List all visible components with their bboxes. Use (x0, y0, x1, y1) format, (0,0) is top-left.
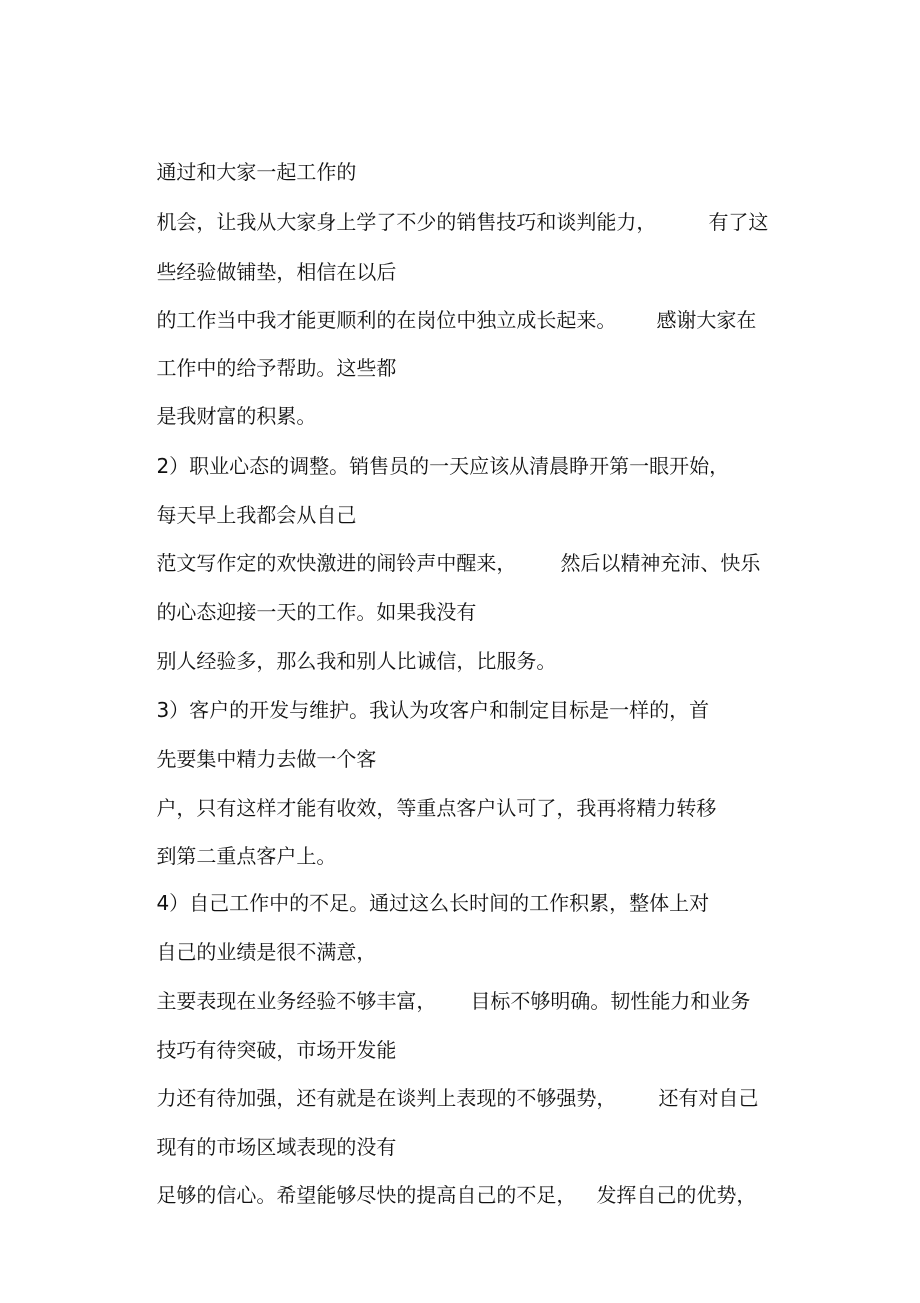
text-segment: 力还有待加强，还有就是在谈判上表现的不够强势， (156, 1086, 617, 1110)
text-segment: 工作中的给予帮助。这些都 (156, 356, 397, 380)
text-segment: 现有的市场区域表现的没有 (156, 1135, 397, 1159)
text-segment: 4）自己工作中的不足。通过这么长时间的工作积累，整体上对 (156, 891, 710, 915)
text-line (131, 1102, 397, 1159)
text-line (131, 616, 557, 673)
text-segment: 发挥自己的优势， (596, 1183, 757, 1207)
text-segment: 的心态迎接一天的工作。如果我没有 (156, 600, 477, 624)
text-segment: 然后以精神充沛、快乐 (560, 551, 761, 575)
text-segment: 先要集中精力去做一个客 (156, 747, 377, 771)
text-line (131, 518, 761, 575)
text-line (131, 127, 357, 184)
text-line (131, 227, 397, 284)
text-line (131, 907, 377, 964)
text-line (131, 371, 317, 428)
text-segment: 机会，让我从大家身上学了不少的销售技巧和谈判能力， (156, 210, 657, 234)
text-line (131, 470, 357, 527)
text-segment: 自己的业绩是很不满意， (156, 940, 377, 964)
text-line (131, 323, 397, 380)
text-segment: 还有对自己 (658, 1086, 759, 1110)
text-segment: 有了这 (708, 210, 769, 234)
text-line (131, 811, 337, 868)
text-line (131, 1053, 759, 1110)
text-segment: 的工作当中我才能更顺利的在岗位中独立成长起来。 (156, 308, 617, 332)
text-segment: 感谢大家在 (656, 308, 757, 332)
text-line (131, 1005, 397, 1062)
text-segment: 些经验做铺垫，相信在以后 (156, 260, 397, 284)
text-line (131, 858, 710, 915)
text-segment: 户，只有这样才能有收效，等重点客户认可了，我再将精力转移 (156, 796, 717, 820)
text-segment: 足够的信心。希望能够尽快的提高自己的不足， (156, 1183, 577, 1207)
text-line (131, 763, 717, 820)
text-line (131, 177, 769, 234)
text-segment: 3）客户的开发与维护。我认为攻客户和制定目标是一样的，首 (156, 698, 710, 722)
text-line (131, 275, 757, 332)
text-line (131, 956, 751, 1013)
text-segment: 通过和大家一起工作的 (156, 160, 357, 184)
text-segment: 每天早上我都会从自己 (156, 503, 357, 527)
text-segment: 2）职业心态的调整。销售员的一天应该从清晨睁开第一眼开始， (156, 454, 730, 478)
text-segment: 主要表现在业务经验不够丰富， (156, 989, 437, 1013)
text-segment: 到第二重点客户上。 (156, 844, 337, 868)
text-line (131, 665, 710, 722)
text-segment: 目标不够明确。韧性能力和业务 (470, 989, 751, 1013)
text-line (131, 714, 377, 771)
text-line (131, 567, 477, 624)
text-segment: 别人经验多，那么我和别人比诚信，比服务。 (156, 649, 557, 673)
text-line (131, 1150, 757, 1207)
text-segment: 范文写作定的欢快激进的闹铃声中醒来， (156, 551, 517, 575)
text-segment: 是我财富的积累。 (156, 404, 317, 428)
text-segment: 技巧有待突破，市场开发能 (156, 1038, 397, 1062)
text-line (131, 421, 730, 478)
